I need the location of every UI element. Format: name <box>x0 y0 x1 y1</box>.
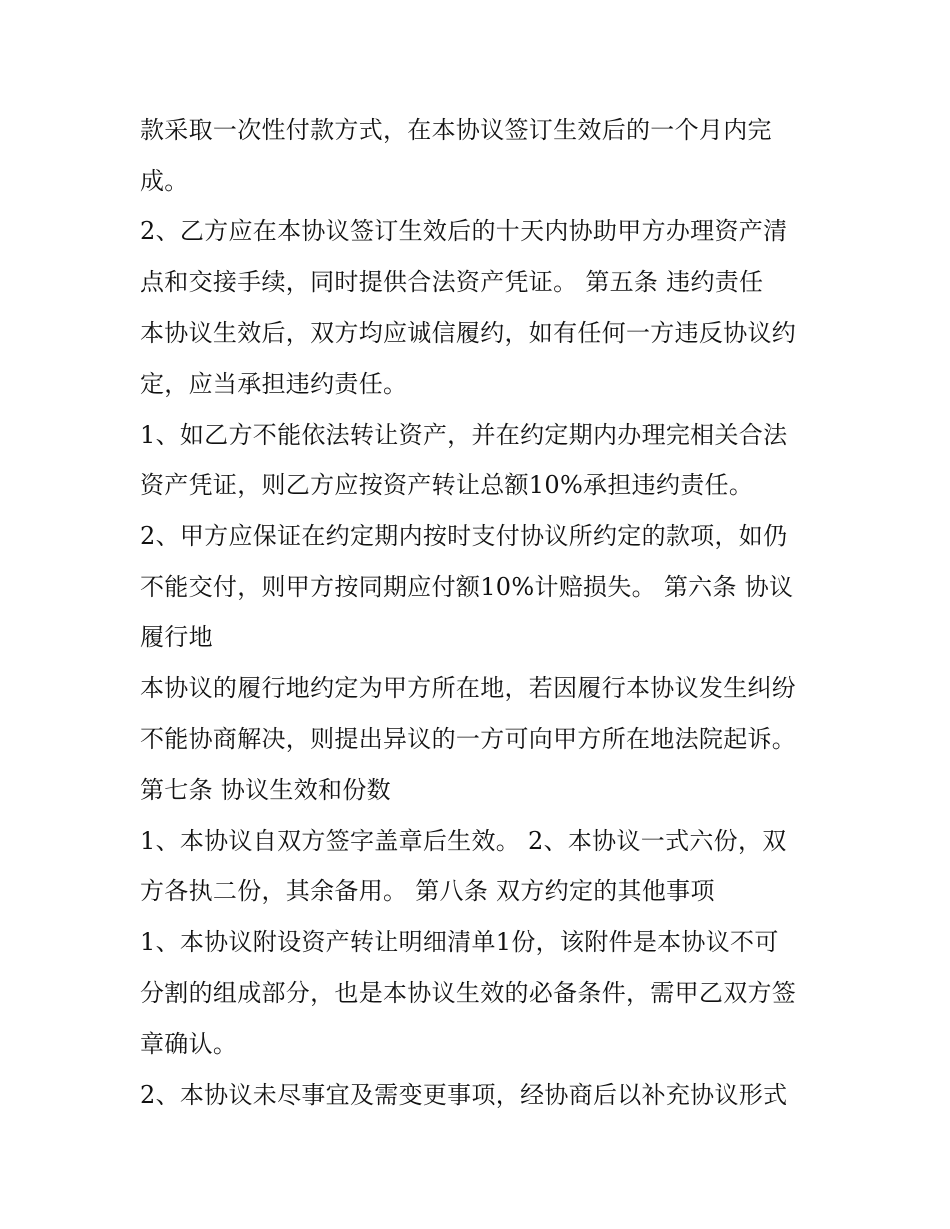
text-line: 履行地 <box>140 623 213 651</box>
text-line: 本协议的履行地约定为甲方所在地，若因履行本协议发生纠纷 <box>140 674 797 702</box>
text-line: 本协议生效后，双方均应诚信履约，如有任何一方违反协议约 <box>140 319 797 347</box>
text-line: 不能协商解决，则提出异议的一方可向甲方所在地法院起诉。 <box>140 725 797 753</box>
text-line: 定，应当承担违约责任。 <box>140 370 408 398</box>
text-line: 点和交接手续，同时提供合法资产凭证。 第五条 违约责任 <box>140 268 764 296</box>
text-line: 2、甲方应保证在约定期内按时支付协议所约定的款项，如仍 <box>140 522 788 550</box>
text-line: 2、本协议未尽事宜及需变更事项，经协商后以补充协议形式 <box>140 1081 788 1109</box>
text-line: 资产凭证，则乙方应按资产转让总额10%承担违约责任。 <box>140 471 754 499</box>
text-line: 1、如乙方不能依法转让资产，并在约定期内办理完相关合法 <box>140 421 788 449</box>
text-line: 方各执二份，其余备用。 第八条 双方约定的其他事项 <box>140 877 715 905</box>
section-heading: 第七条 协议生效和份数 <box>140 776 391 804</box>
text-line: 2、乙方应在本协议签订生效后的十天内协助甲方办理资产清 <box>140 217 788 245</box>
text-line: 成。 <box>140 167 189 195</box>
text-line: 分割的组成部分，也是本协议生效的必备条件，需甲乙双方签 <box>140 979 797 1007</box>
text-line: 1、本协议附设资产转让明细清单1份，该附件是本协议不可 <box>140 928 779 956</box>
text-line: 不能交付，则甲方按同期应付额10%计赔损失。 第六条 协议 <box>140 573 794 601</box>
text-line: 1、本协议自双方签字盖章后生效。 2、本协议一式六份，双 <box>140 827 787 855</box>
text-line: 款采取一次性付款方式，在本协议签订生效后的一个月内完 <box>140 116 772 144</box>
text-line: 章确认。 <box>140 1030 238 1058</box>
